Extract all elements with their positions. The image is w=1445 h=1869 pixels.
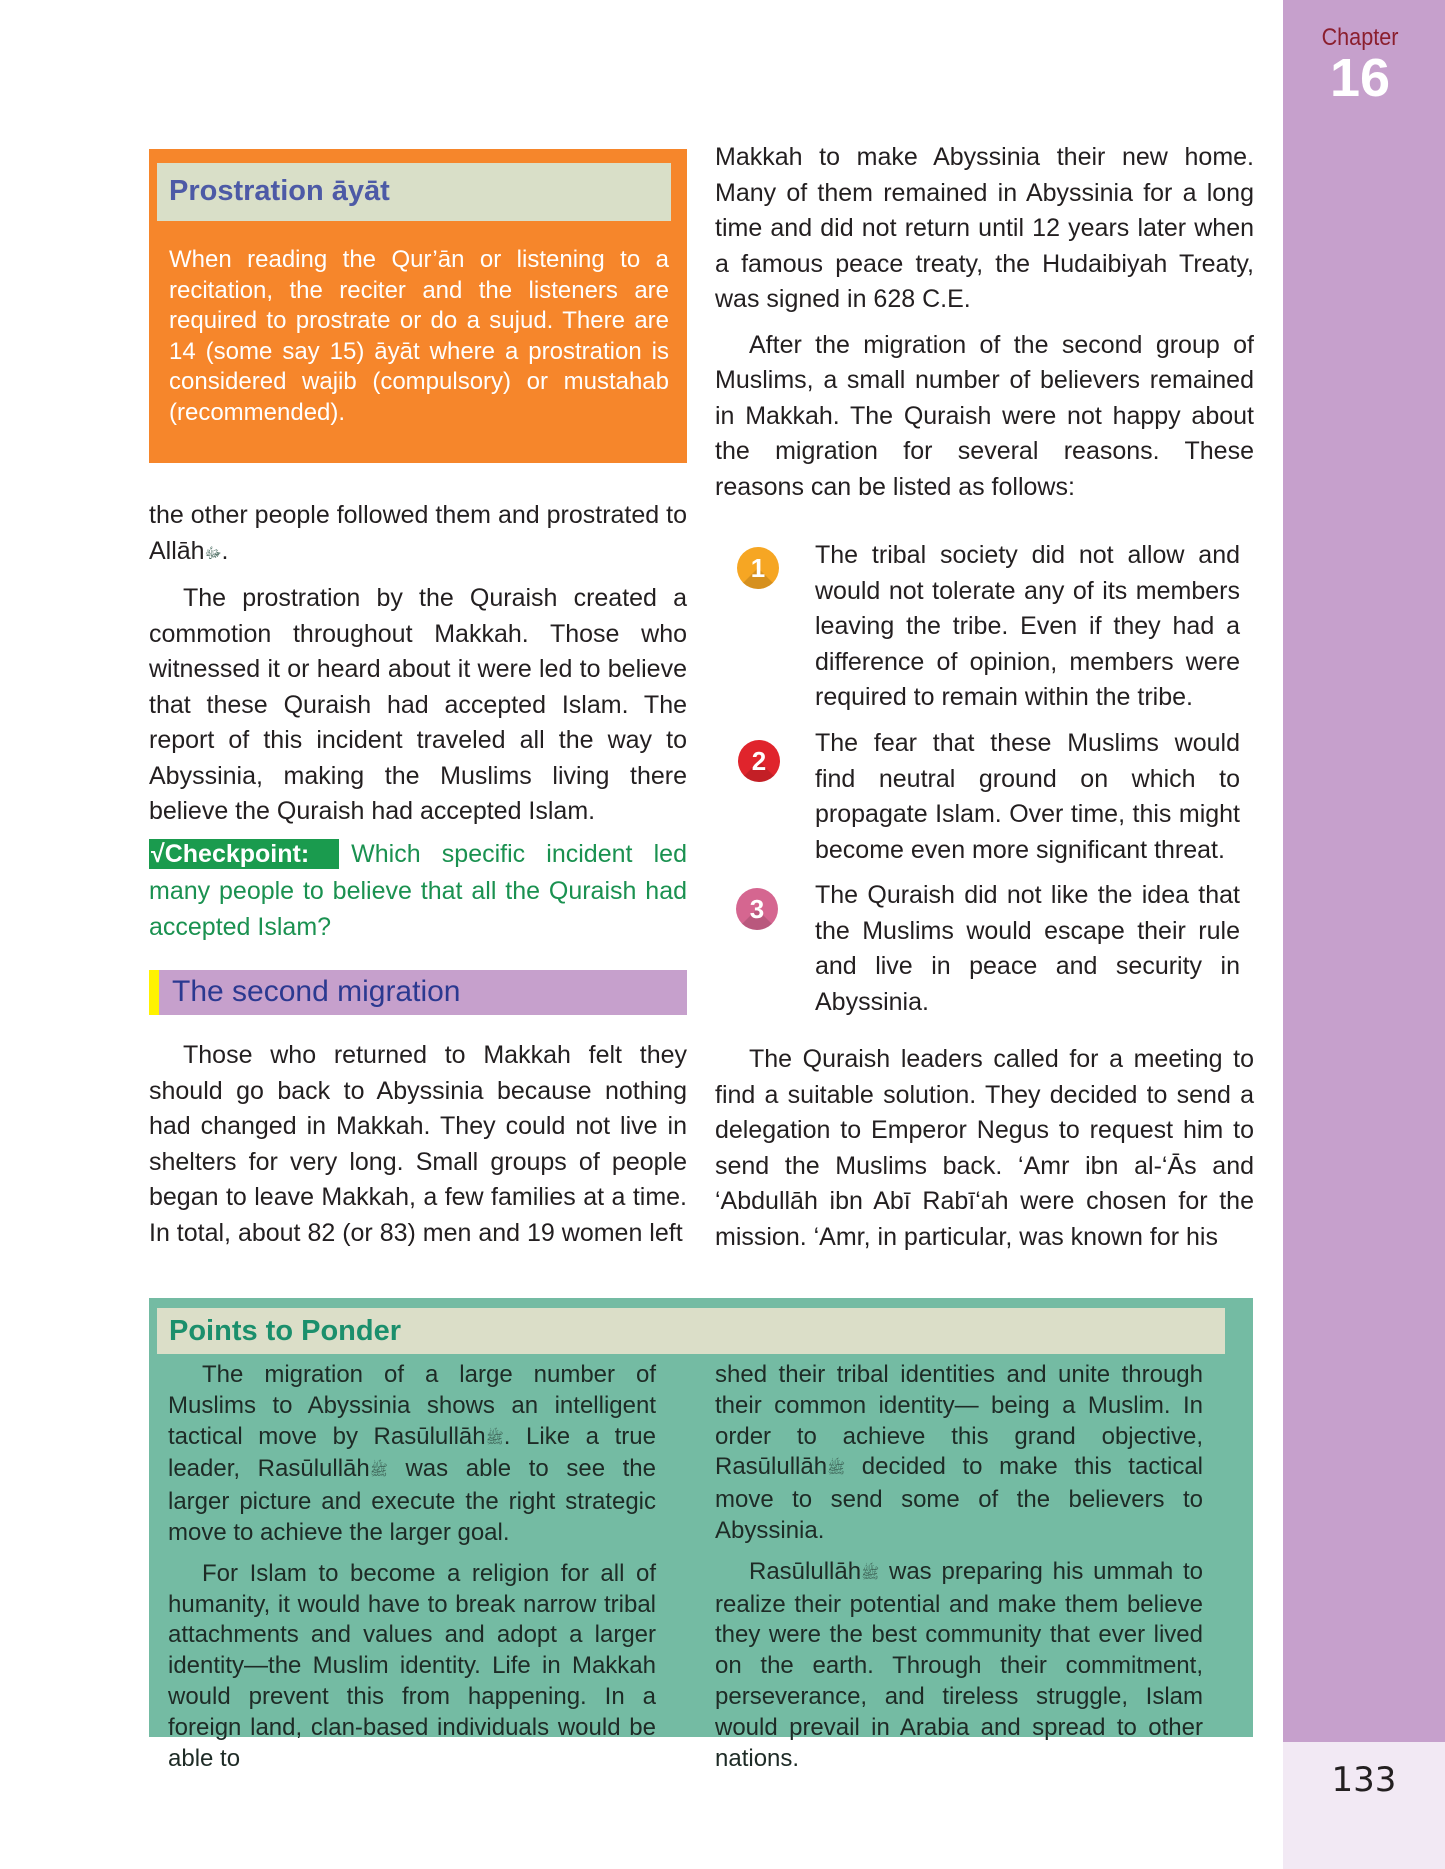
- ponder-title: Points to Ponder: [169, 1315, 401, 1347]
- note-body: When reading the Qur’ān or listening to a recitation, the reciter and the listeners are required to prostrate or do a sujud. There are 14 (some say 15) āyāt where a prostration is considered wajib (compulsory) or mustahab (recommended).: [169, 246, 669, 426]
- checkpoint-badge: √Checkpoint:: [149, 839, 339, 869]
- ponder-paragraph-3: shed their tribal identities and unite through their common identity— being a Muslim. In order to achieve this grand objective, Rasūlullāhﷺ decided to make this tactical move to send some of the believers to Abyssinia.: [715, 1361, 1203, 1544]
- section-header: [149, 970, 687, 1015]
- page-number: 133: [1331, 1760, 1397, 1800]
- chapter-sidebar: [1283, 0, 1445, 1742]
- chapter-number: 16: [1329, 48, 1391, 108]
- prostration-note-box: [149, 149, 687, 463]
- number-badge-1-icon: 1: [737, 547, 779, 589]
- note-title: Prostration āyāt: [169, 175, 390, 207]
- ponder-paragraph-2: For Islam to become a religion for all of humanity, it would have to break narrow tribal attachments and values and adopt a larger identity—the Muslim identity. Life in Makkah would prevent this from happening. In a foreign land, clan-based individuals would be able to: [168, 1559, 656, 1772]
- ponder-title-bar: [157, 1308, 1225, 1354]
- note-title-bar: [157, 163, 671, 221]
- checkpoint-question: Which specific incident led many people to believe that all the Quraish had accepted Islam?: [149, 840, 687, 941]
- chapter-label: Chapter: [1321, 24, 1399, 51]
- section-title: The second migration: [172, 975, 461, 1008]
- right-column-text: [715, 140, 1254, 505]
- prophet-honorific-icon: ﷺ: [369, 1462, 388, 1480]
- right-paragraph-2: After the migration of the second group of Muslims, a small number of believers remained in Makkah. The Quraish were not happy about the migration for several reasons. These reasons can be listed as follows:: [715, 330, 1254, 501]
- prophet-honorific-icon: ﷺ: [485, 1429, 504, 1447]
- page-number-box: [1283, 1742, 1445, 1869]
- ponder-paragraph-1: The migration of a large number of Muslims to Abyssinia shows an intelligent tactical move by Rasūlullāhﷺ. Like a true leader, Rasūlullāhﷺ was able to see the larger picture and execute the right strategic move to achieve the larger goal.: [168, 1361, 657, 1546]
- points-to-ponder-box: [149, 1298, 1253, 1772]
- left-paragraph-2: The prostration by the Quraish created a commotion throughout Makkah. Those who witnessed it or heard about it were led to believe that these Quraish had accepted Islam. The report of this incident traveled all the way to Abyssinia, making the Muslims living there believe the Quraish had accepted Islam.: [149, 584, 687, 825]
- right-paragraph-1: Makkah to make Abyssinia their new home. Many of them remained in Abyssinia for a long time and did not return until 12 years later when a famous peace treaty, the Hudaibiyah Treaty, was signed in 628 C.E.: [715, 143, 1254, 313]
- number-badge-3-icon: 3: [736, 888, 778, 930]
- ponder-right-column: [715, 1360, 1203, 1774]
- left-paragraph-1: the other people followed them and prostrated to Allāhﷻ.: [149, 501, 687, 565]
- section-header-accent: [149, 970, 159, 1015]
- reason-item-2: The fear that these Muslims would find neutral ground on which to propagate Islam. Over time, this might become even more significant threat.: [815, 729, 1240, 864]
- ponder-left-column: [168, 1360, 656, 1774]
- number-badge-2-icon: 2: [738, 740, 780, 782]
- left-column-text: [149, 498, 687, 830]
- right-paragraph-3: The Quraish leaders called for a meeting to find a suitable solution. They decided to send a delegation to Emperor Negus to request him to send the Muslims back. ‘Amr ibn al-‘Ās and ‘Abdullāh ibn Abī Rabī‘ah were chosen for the mission. ‘Amr, in particular, was known for his: [715, 1045, 1254, 1251]
- reason-item-1: The tribal society did not allow and would not tolerate any of its members leaving the tribe. Even if they had a difference of opinion, members were required to remain within the tribe.: [815, 541, 1240, 711]
- prophet-honorific-icon: ﷺ: [827, 1460, 846, 1478]
- prophet-honorific-icon: ﷺ: [861, 1564, 880, 1582]
- checkpoint: [149, 836, 687, 946]
- ponder-paragraph-4: Rasūlullāhﷺ was preparing his ummah to realize their potential and make them believe they were the best community that ever lived on the earth. Through their commitment, perseverance, and tireless struggle, Islam would prevail in Arabia and spread to other nations.: [715, 1557, 1203, 1772]
- reason-item-3: The Quraish did not like the idea that the Muslims would escape their rule and live in peace and security in Abyssinia.: [815, 881, 1240, 1016]
- left-paragraph-3: Those who returned to Makkah felt they should go back to Abyssinia because nothing had changed in Makkah. They could not live in shelters for very long. Small groups of people began to leave Makkah, a few families at a time. In total, about 82 (or 83) men and 19 women left: [149, 1041, 687, 1247]
- allah-honorific-icon: ﷻ: [204, 544, 222, 562]
